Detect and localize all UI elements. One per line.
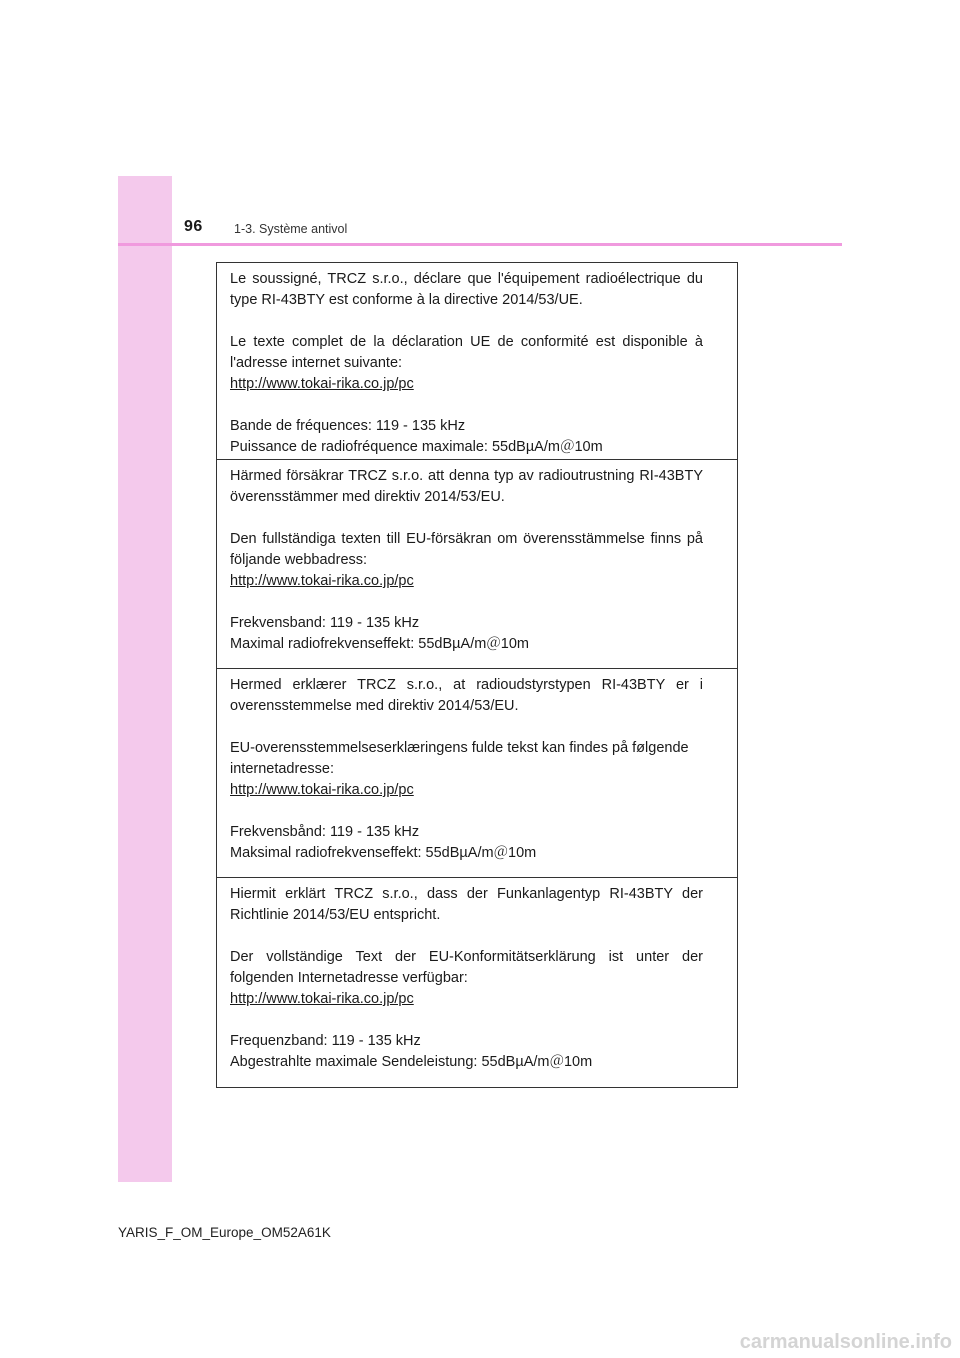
declaration-availability: Le texte complet de la déclaration UE de conformité est disponible à l'adresse internet suivante: — [230, 334, 703, 371]
watermark: carmanualsonline.info — [739, 1331, 952, 1353]
frequency-band: Frequenzband: 119 - 135 kHz — [230, 1033, 421, 1049]
declaration-statement: Härmed försäkrar TRCZ s.r.o. att denna typ av radioutrustning RI-43BTY överensstämmer med direktiv 2014/53/EU. — [230, 468, 703, 505]
declaration-statement: Le soussigné, TRCZ s.r.o., déclare que l'équipement radioélectrique du type RI-43BTY est conforme à la directive 2014/53/UE. — [230, 271, 703, 308]
page-number: 96 — [184, 218, 203, 235]
declaration-availability: Der vollständige Text der EU-Konformitätserklärung ist unter der folgenden Internetadresse verfügbar: — [230, 949, 703, 986]
section-sidebar-tab — [118, 176, 172, 1182]
declaration-statement: Hermed erklærer TRCZ s.r.o., at radioudstyrstypen RI-43BTY er i overensstemmelse med direktiv 2014/53/EU. — [230, 677, 703, 714]
declaration-statement: Hiermit erklärt TRCZ s.r.o., dass der Funkanlagentyp RI-43BTY der Richtlinie 2014/53/EU entspricht. — [230, 886, 703, 923]
declaration-url-link[interactable]: http://www.tokai-rika.co.jp/pc — [230, 376, 414, 392]
declaration-block-swedish — [217, 460, 737, 669]
section-title: 1-3. Système antivol — [234, 222, 348, 236]
declaration-block-french — [217, 263, 737, 460]
frequency-band: Frekvensband: 119 - 135 kHz — [230, 615, 420, 631]
declaration-url-link[interactable]: http://www.tokai-rika.co.jp/pc — [230, 782, 414, 798]
declaration-url-link[interactable]: http://www.tokai-rika.co.jp/pc — [230, 573, 414, 589]
document-code: YARIS_F_OM_Europe_OM52A61K — [118, 1225, 331, 1240]
frequency-band: Frekvensbånd: 119 - 135 kHz — [230, 824, 420, 840]
declaration-table — [216, 262, 738, 1088]
max-power: Abgestrahlte maximale Sendeleistung: 55dBµA/m＠10m — [230, 1054, 593, 1070]
declaration-availability: Den fullständiga texten till EU-försäkran om överensstämmelse finns på följande webbadress: — [230, 531, 703, 568]
max-power: Maximal radiofrekvenseffekt: 55dBµA/m＠10m — [230, 636, 530, 652]
max-power: Maksimal radiofrekvenseffekt: 55dBµA/m＠10m — [230, 845, 537, 861]
declaration-block-german — [217, 878, 737, 1087]
declaration-availability: EU-overensstemmelseserklæringens fulde tekst kan findes på følgende internetadresse: — [230, 740, 689, 777]
frequency-band: Bande de fréquences: 119 - 135 kHz — [230, 418, 466, 434]
declaration-block-danish — [217, 669, 737, 878]
declaration-url-link[interactable]: http://www.tokai-rika.co.jp/pc — [230, 991, 414, 1007]
max-power: Puissance de radiofréquence maximale: 55dBµA/m＠10m — [230, 439, 603, 455]
header-rule — [118, 243, 842, 246]
